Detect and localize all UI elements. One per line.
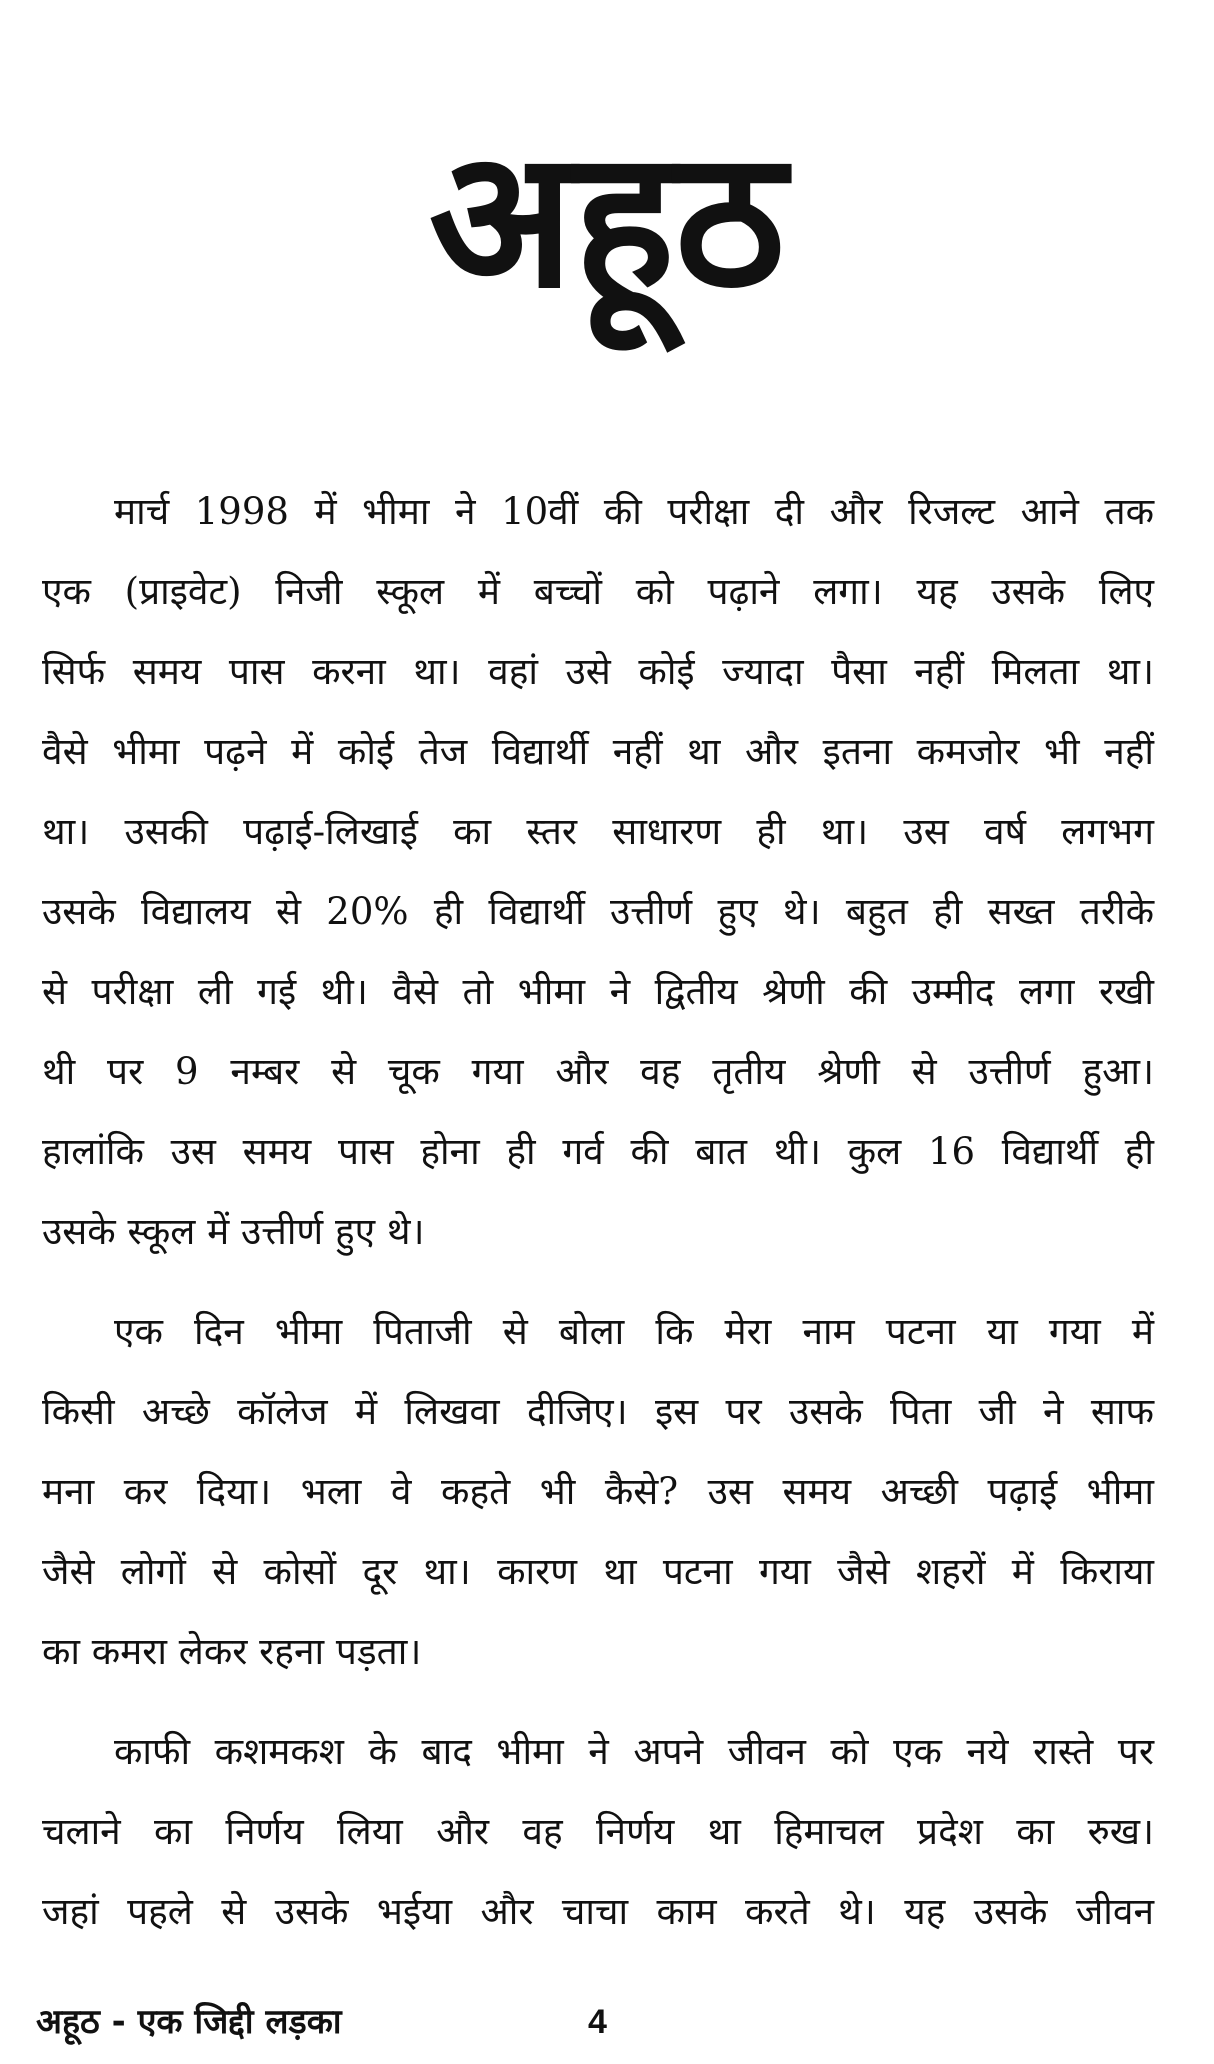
text-line: थी पर 9 नम्बर से चूक गया और वह तृतीय श्रेणी से उत्तीर्ण हुआ। (42, 1050, 1154, 1093)
text-line: उसके विद्यालय से 20% ही विद्यार्थी उत्तीर्ण हुए थे। बहुत ही सख्त तरीके (42, 890, 1154, 933)
footer-book-title: अहूठ - एक जिद्दी लड़का (36, 2002, 342, 2042)
text-line: का कमरा लेकर रहना पड़ता। (42, 1630, 422, 1673)
text-line: वैसे भीमा पढ़ने में कोई तेज विद्यार्थी नहीं था और इतना कमजोर भी नहीं (42, 730, 1154, 773)
text-line: सिर्फ समय पास करना था। वहां उसे कोई ज्यादा पैसा नहीं मिलता था। (42, 650, 1154, 693)
chapter-title: अहूठ (428, 109, 786, 330)
page-number: 4 (588, 2003, 607, 2041)
text-line: था। उसकी पढ़ाई-लिखाई का स्तर साधारण ही था। उस वर्ष लगभग (42, 810, 1154, 853)
text-line: किसी अच्छे कॉलेज में लिखवा दीजिए। इस पर उसके पिता जी ने साफ (42, 1390, 1154, 1433)
paragraph-1 (42, 472, 1154, 1272)
text-line: चलाने का निर्णय लिया और वह निर्णय था हिमाचल प्रदेश का रुख। (42, 1810, 1154, 1853)
text-line: मना कर दिया। भला वे कहते भी कैसे? उस समय अच्छी पढ़ाई भीमा (42, 1470, 1154, 1513)
text-line: जहां पहले से उसके भईया और चाचा काम करते थे। यह उसके जीवन (42, 1890, 1154, 1933)
text-line: जैसे लोगों से कोसों दूर था। कारण था पटना गया जैसे शहरों में किराया (42, 1550, 1154, 1593)
paragraph-3 (42, 1712, 1154, 1952)
text-line: एक (प्राइवेट) निजी स्कूल में बच्चों को पढ़ाने लगा। यह उसके लिए (42, 570, 1154, 613)
text-line: काफी कशमकश के बाद भीमा ने अपने जीवन को एक नये रास्ते पर (114, 1730, 1154, 1773)
text-line: मार्च 1998 में भीमा ने 10वीं की परीक्षा दी और रिजल्ट आने तक (114, 490, 1154, 533)
text-line: से परीक्षा ली गई थी। वैसे तो भीमा ने द्वितीय श्रेणी की उम्मीद लगा रखी (42, 970, 1154, 1013)
text-line: उसके स्कूल में उत्तीर्ण हुए थे। (42, 1210, 425, 1253)
paragraph-2 (42, 1292, 1154, 1692)
text-line: हालांकि उस समय पास होना ही गर्व की बात थी। कुल 16 विद्यार्थी ही (42, 1130, 1154, 1173)
text-line: एक दिन भीमा पिताजी से बोला कि मेरा नाम पटना या गया में (114, 1310, 1154, 1353)
